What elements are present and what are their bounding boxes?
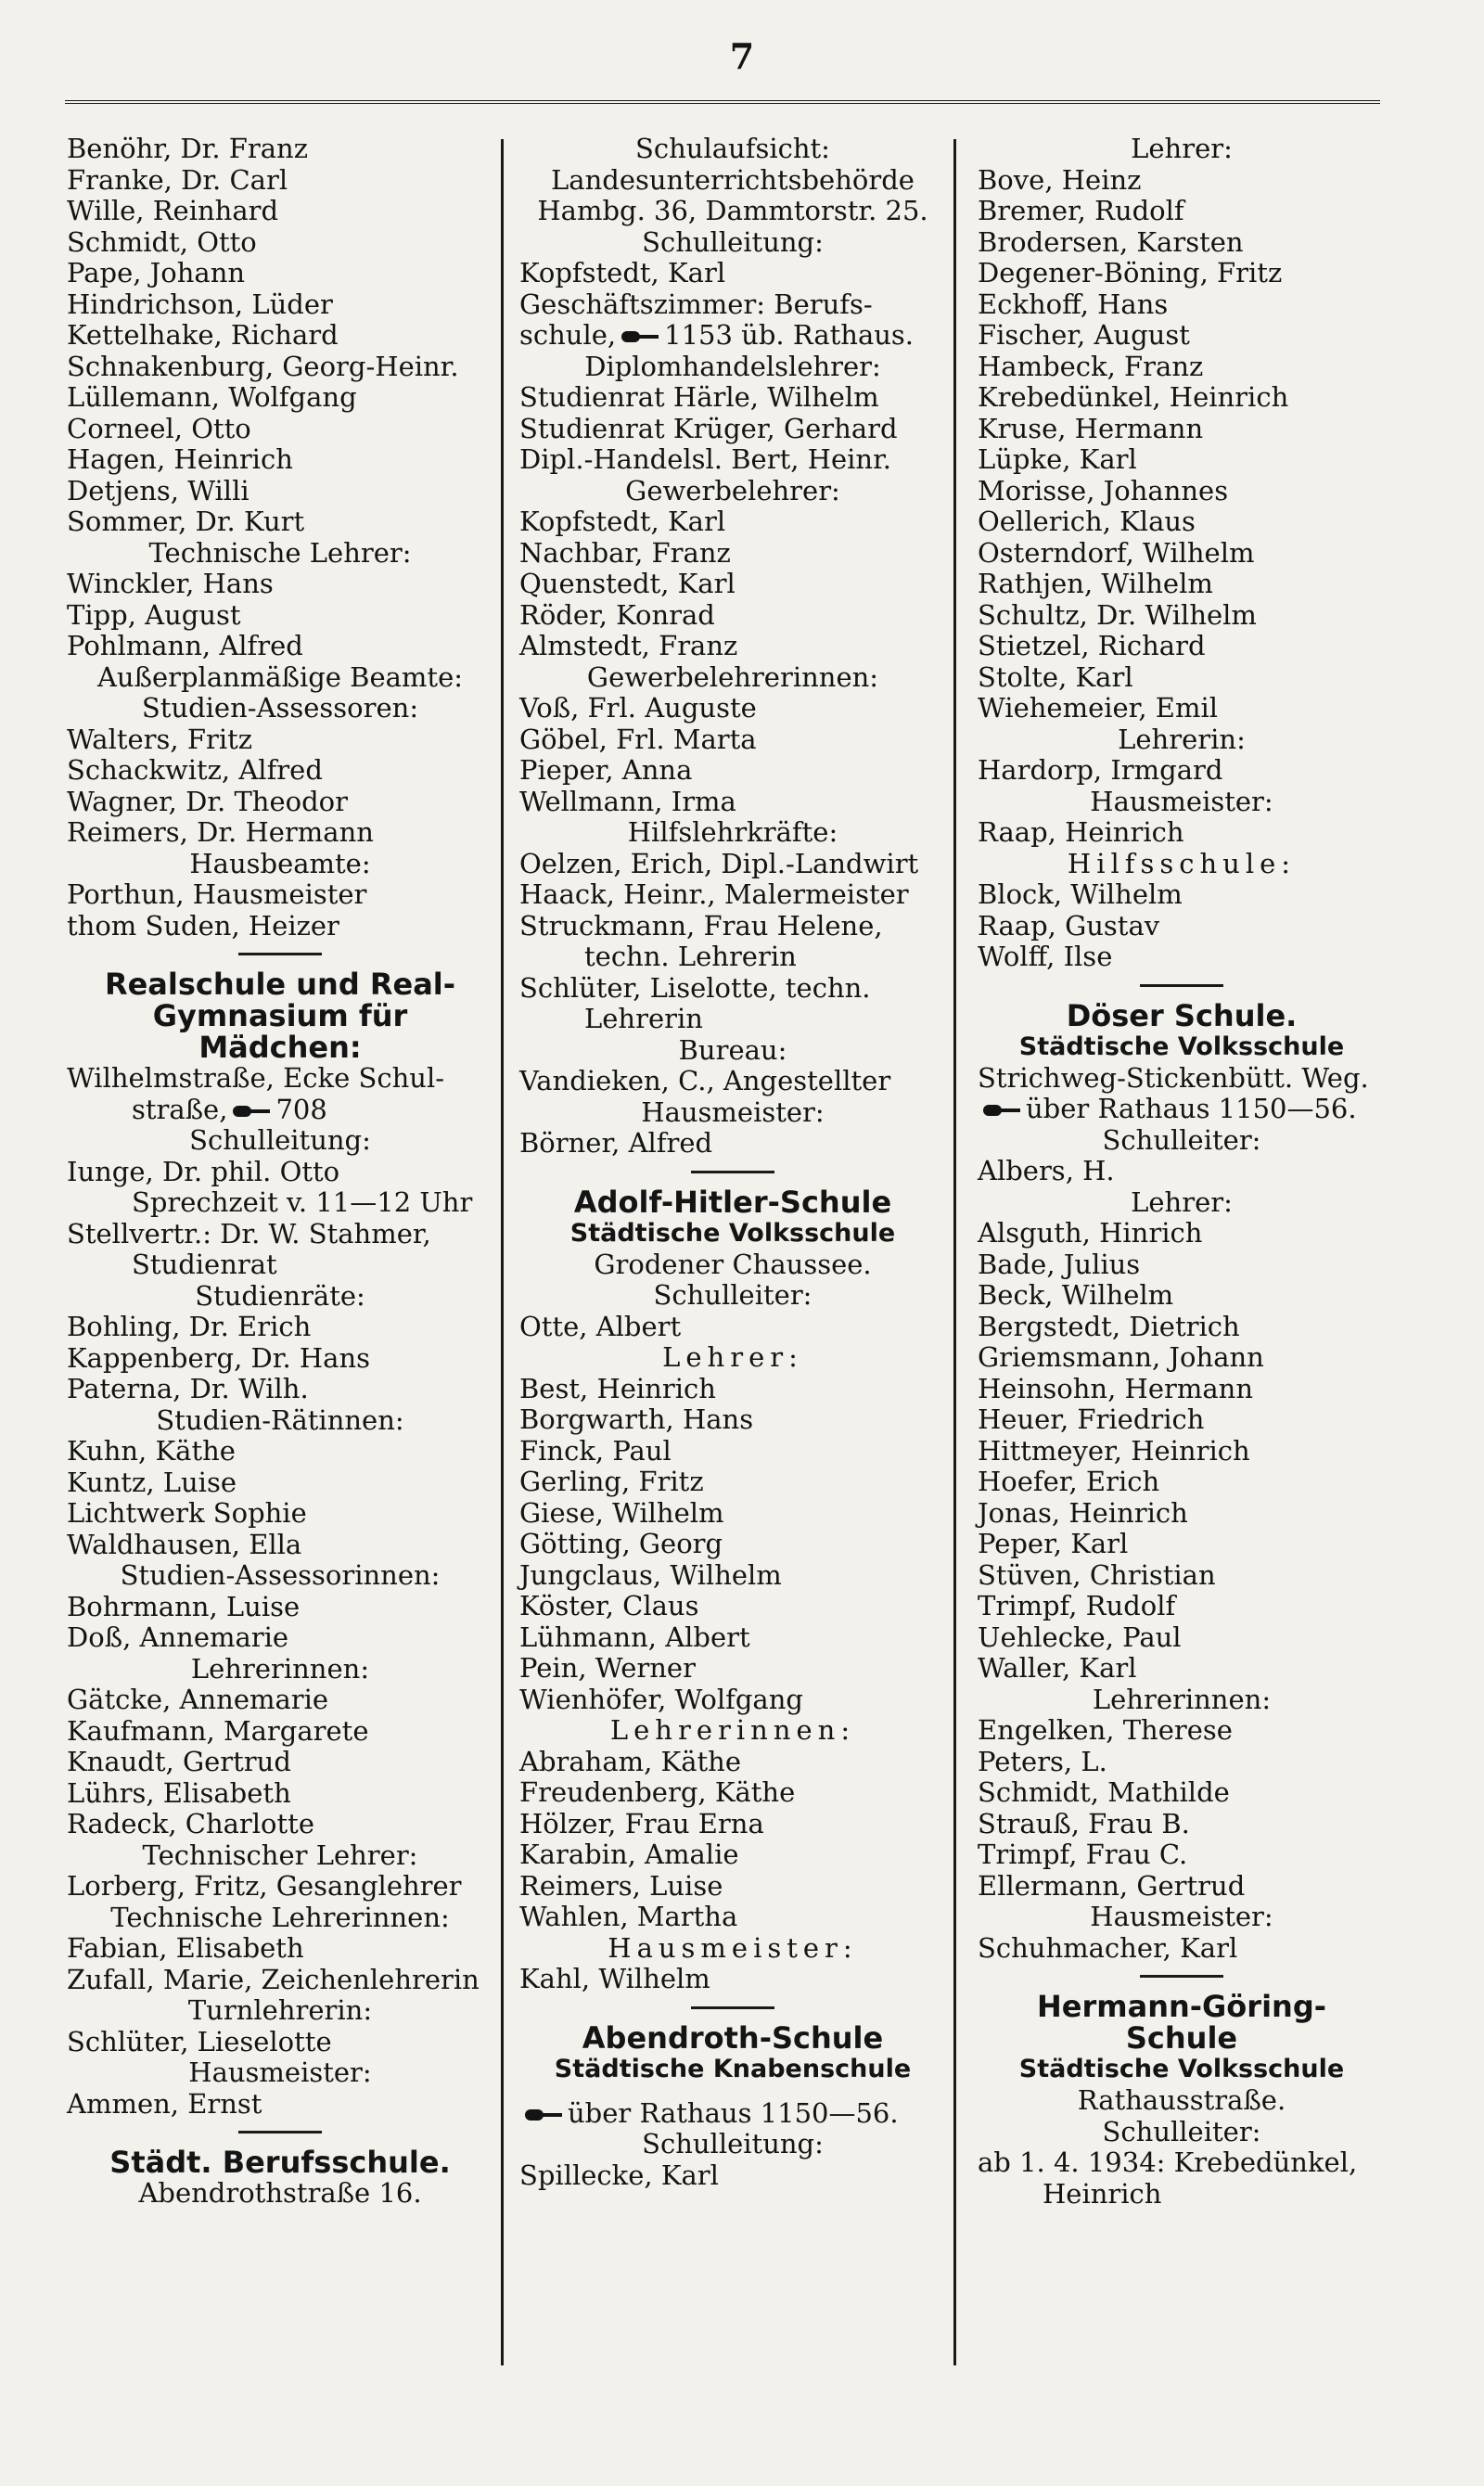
list-item: Karabin, Amalie bbox=[519, 1839, 739, 1870]
list-item: Rathjen, Wilhelm bbox=[978, 568, 1213, 599]
heading-studienraete: Studienräte: bbox=[195, 1279, 365, 1312]
school-title-abendroth: Abendroth-Schule bbox=[582, 2019, 884, 2056]
studienraete-list bbox=[67, 1312, 493, 1405]
list-item: Winckler, Hans bbox=[67, 568, 274, 599]
school-address: Strichweg-Stickenbütt. Weg. bbox=[978, 1061, 1369, 1094]
list-item: Eckhoff, Hans bbox=[978, 288, 1169, 320]
list-item: Wille, Reinhard bbox=[67, 195, 279, 226]
list-item: Stolte, Karl bbox=[978, 660, 1133, 693]
heading-schulleiter: Schulleiter: bbox=[1102, 1123, 1261, 1156]
list-item: Reimers, Dr. Hermann bbox=[67, 816, 374, 848]
heading-schulleiter: Schulleiter: bbox=[1102, 2115, 1261, 2147]
heading-ausserplanmaessige: Außerplanmäßige Beamte: bbox=[96, 660, 464, 693]
list-item: Realschule und Real- bbox=[104, 967, 456, 1002]
lehrerin-entry: Hardorp, Irmgard bbox=[978, 754, 1223, 786]
school-title-hermann-goering-2: Schule bbox=[1125, 2020, 1238, 2056]
list-item: Trimpf, Rudolf bbox=[978, 1590, 1176, 1621]
heading-lehrerin: Lehrerin: bbox=[1118, 723, 1246, 755]
ahs-lehrerinnen-list bbox=[519, 1747, 946, 1933]
hausbeamte-list bbox=[67, 879, 493, 942]
heading-gewerbelehrer: Gewerbelehrer: bbox=[625, 474, 840, 506]
list-item: Waller, Karl bbox=[978, 1652, 1137, 1684]
list-item: Wolff, Ilse bbox=[978, 941, 1113, 972]
list-item: Studienrat Härle, Wilhelm bbox=[519, 381, 879, 413]
heading-lehrerinnen: Lehrerinnen: bbox=[190, 1652, 370, 1685]
list-item: Köster, Claus bbox=[519, 1590, 699, 1621]
section-divider bbox=[691, 1171, 774, 1173]
turnlehrerin-entry: Schlüter, Lieselotte bbox=[67, 2025, 332, 2057]
hilfs-entry: techn. Lehrerin bbox=[584, 941, 797, 972]
list-item: Schnakenburg, Georg-Heinr. bbox=[67, 350, 459, 382]
list-item: Göbel, Frl. Marta bbox=[519, 723, 757, 755]
list-item: Peper, Karl bbox=[978, 1528, 1129, 1559]
list-item: Freudenberg, Käthe bbox=[519, 1776, 796, 1808]
list-item: Doß, Annemarie bbox=[67, 1621, 289, 1653]
heading-hausbeamte: Hausbeamte: bbox=[189, 847, 371, 879]
hausmeister-entry: Raap, Heinrich bbox=[978, 816, 1184, 848]
list-item: Voß, Frl. Auguste bbox=[519, 692, 757, 724]
list-item: Bohrmann, Luise bbox=[67, 1590, 301, 1622]
school-address-line-1: Wilhelmstraße, Ecke Schul- bbox=[67, 1062, 445, 1094]
list-item: Detjens, Willi bbox=[67, 474, 249, 506]
teacher-list bbox=[67, 134, 493, 538]
heading-diplomhandelslehrer: Diplomhandelslehrer: bbox=[584, 350, 881, 382]
list-item: Pape, Johann bbox=[67, 257, 246, 288]
schulleitung-entry: Kopfstedt, Karl bbox=[519, 257, 726, 288]
column-divider-right bbox=[953, 139, 956, 2365]
list-item: Radeck, Charlotte bbox=[67, 1808, 314, 1839]
list-item: Tipp, August bbox=[67, 598, 241, 631]
list-item: Lichtwerk Sophie bbox=[67, 1497, 307, 1529]
telephone-icon bbox=[621, 329, 659, 344]
list-item: Block, Wilhelm bbox=[978, 878, 1183, 910]
hausmeister-entry: Kahl, Wilhelm bbox=[519, 1963, 710, 1994]
lehrer-list bbox=[978, 165, 1386, 724]
list-item: Lührs, Elisabeth bbox=[67, 1776, 291, 1809]
list-item: Jungclaus, Wilhelm bbox=[519, 1558, 782, 1591]
schulleitung-entry: Spillecke, Karl bbox=[519, 2159, 719, 2191]
heading-hilfslehrkraefte: Hilfslehrkräfte: bbox=[627, 816, 838, 848]
list-item: Abraham, Käthe bbox=[519, 1745, 742, 1777]
list-item: Heinsohn, Hermann bbox=[978, 1372, 1253, 1404]
list-item: Hoefer, Erich bbox=[978, 1466, 1160, 1497]
list-item: Hindrichson, Lüder bbox=[67, 288, 333, 320]
heading-schulleitung: Schulleitung: bbox=[189, 1124, 371, 1156]
telephone-icon bbox=[983, 1103, 1020, 1118]
bureau-entry: Vandieken, C., Angestellter bbox=[519, 1065, 891, 1096]
column-3 bbox=[978, 134, 1386, 2210]
list-item: Bade, Julius bbox=[978, 1248, 1141, 1280]
list-item: Schmidt, Otto bbox=[67, 225, 257, 258]
berufsschule-address: Abendrothstraße 16. bbox=[138, 2177, 422, 2209]
list-item: Kettelhake, Richard bbox=[67, 319, 339, 351]
hausmeister-entry: Schuhmacher, Karl bbox=[978, 1931, 1238, 1964]
deputy-line-1: Stellvertr.: Dr. W. Stahmer, bbox=[67, 1217, 431, 1249]
list-item: Nachbar, Franz bbox=[519, 536, 731, 569]
heading-hilfsschule: Hilfsschule: bbox=[1067, 847, 1297, 879]
heading-hausmeister: Hausmeister: bbox=[188, 2057, 372, 2088]
list-item: Oellerich, Klaus bbox=[978, 506, 1196, 537]
tech-lehrerinnen-list bbox=[67, 1933, 493, 1995]
list-item: Schackwitz, Alfred bbox=[67, 754, 323, 786]
geschaeftszimmer-line-1: Geschäftszimmer: Berufs- bbox=[519, 288, 873, 320]
school-address: Rathausstraße. bbox=[1077, 2084, 1286, 2116]
heading-lehrer: Lehrer: bbox=[662, 1341, 803, 1373]
list-item: Schultz, Dr. Wilhelm bbox=[978, 598, 1257, 631]
schulleiter-entry: ab 1. 4. 1934: Krebedünkel, bbox=[978, 2146, 1358, 2178]
school-address: Grodener Chaussee. bbox=[594, 1248, 872, 1280]
list-item: Engelken, Therese bbox=[978, 1714, 1233, 1746]
aufsicht-line-2: Hambg. 36, Dammtorstr. 25. bbox=[537, 195, 928, 226]
section-divider bbox=[1140, 1975, 1223, 1978]
list-item: Bohling, Dr. Erich bbox=[67, 1311, 312, 1342]
school-title-realschule bbox=[67, 968, 493, 1063]
list-item: Bremer, Rudolf bbox=[978, 195, 1184, 226]
list-item: Raap, Gustav bbox=[978, 909, 1160, 942]
list-item: Uehlecke, Paul bbox=[978, 1621, 1182, 1653]
heading-lehrer: Lehrer: bbox=[1131, 133, 1233, 164]
list-item: Gymnasium für bbox=[152, 998, 408, 1033]
list-item: Schmidt, Mathilde bbox=[978, 1776, 1230, 1808]
heading-lehrerinnen: Lehrerinnen: bbox=[609, 1714, 856, 1746]
list-item: Dipl.-Handelsl. Bert, Heinr. bbox=[519, 443, 891, 475]
school-phone bbox=[978, 1094, 1386, 1125]
geschaeft-phone: 1153 üb. Rathaus. bbox=[664, 319, 915, 351]
school-subtitle: Städtische Volksschule bbox=[1018, 1032, 1345, 1061]
schulleiter-entry: Albers, H. bbox=[978, 1155, 1115, 1186]
list-item: Brodersen, Karsten bbox=[978, 225, 1244, 258]
top-double-rule bbox=[65, 100, 1380, 108]
heading-technischer-lehrer: Technischer Lehrer: bbox=[142, 1839, 418, 1871]
list-item: Corneel, Otto bbox=[67, 412, 251, 444]
list-item: Knaudt, Gertrud bbox=[67, 1746, 291, 1777]
list-item: Stüven, Christian bbox=[978, 1558, 1216, 1591]
tech-lehrer-entry: Lorberg, Fritz, Gesanglehrer bbox=[67, 1870, 462, 1902]
list-item: Lüpke, Karl bbox=[978, 443, 1137, 475]
list-item: Zufall, Marie, Zeichenlehrerin bbox=[67, 1963, 480, 1995]
heading-schulleitung: Schulleitung: bbox=[642, 2128, 824, 2159]
ahs-lehrer-list bbox=[519, 1374, 946, 1716]
heading-hausmeister: Hausmeister: bbox=[641, 1096, 825, 1128]
school-address-line-2 bbox=[67, 1095, 493, 1126]
page-number: 7 bbox=[729, 35, 755, 77]
list-item: Hambeck, Franz bbox=[978, 350, 1204, 382]
list-item: thom Suden, Heizer bbox=[67, 909, 339, 942]
heading-hausmeister: Hausmeister: bbox=[1090, 785, 1273, 817]
list-item: Alsguth, Hinrich bbox=[978, 1217, 1203, 1249]
list-item: Lüllemann, Wolfgang bbox=[67, 381, 357, 413]
list-item: Jonas, Heinrich bbox=[978, 1496, 1188, 1529]
schulleiter-entry: Otte, Albert bbox=[519, 1310, 682, 1342]
heading-schulaufsicht: Schulaufsicht: bbox=[635, 133, 830, 164]
schulleiter-entry: Heinrich bbox=[1043, 2177, 1162, 2210]
school-title-adolf-hitler: Adolf-Hitler-Schule bbox=[573, 1184, 892, 1220]
deputy-line-2: Studienrat bbox=[132, 1249, 277, 1280]
list-item: Ellermann, Gertrud bbox=[978, 1869, 1246, 1902]
tech-teacher-list bbox=[67, 569, 493, 662]
list-item: Almstedt, Franz bbox=[519, 630, 738, 661]
heading-schulleitung: Schulleitung: bbox=[642, 225, 824, 258]
list-item: Heuer, Friedrich bbox=[978, 1403, 1205, 1435]
assessorinnen-list bbox=[67, 1592, 493, 1654]
list-item: Hittmeyer, Heinrich bbox=[978, 1434, 1250, 1467]
office-hours: Sprechzeit v. 11—12 Uhr bbox=[132, 1186, 473, 1218]
list-item: Hölzer, Frau Erna bbox=[519, 1807, 764, 1839]
heading-studien-assessoren: Studien-Assessoren: bbox=[141, 692, 419, 724]
list-item: Götting, Georg bbox=[519, 1528, 723, 1559]
hilfs-entry: Schlüter, Liselotte, techn. bbox=[519, 971, 871, 1004]
gewerbe-list bbox=[519, 506, 946, 662]
list-item: Kaufmann, Margarete bbox=[67, 1714, 369, 1747]
doeser-lehrerinnen-list bbox=[978, 1715, 1386, 1902]
heading-hausmeister: Hausmeister: bbox=[608, 1931, 858, 1964]
list-item: Porthun, Hausmeister bbox=[67, 878, 367, 910]
school-subtitle: Städtische Volksschule bbox=[1018, 2055, 1345, 2083]
hilfs-entry: Haack, Heinr., Malermeister bbox=[519, 878, 909, 910]
school-head: Iunge, Dr. phil. Otto bbox=[67, 1155, 340, 1187]
list-item: Kopfstedt, Karl bbox=[519, 506, 726, 537]
hilfs-entry: Struckmann, Frau Helene, bbox=[519, 909, 883, 942]
section-divider bbox=[691, 2006, 774, 2009]
list-item: Wagner, Dr. Theodor bbox=[67, 785, 348, 817]
heading-bureau: Bureau: bbox=[678, 1033, 787, 1066]
list-item: Franke, Dr. Carl bbox=[67, 163, 288, 196]
list-item: Fischer, August bbox=[978, 319, 1190, 351]
list-item: Stietzel, Richard bbox=[978, 630, 1206, 661]
address-street: straße, bbox=[132, 1093, 228, 1125]
list-item: Strauß, Frau B. bbox=[978, 1807, 1190, 1839]
phone-text: über Rathaus 1150—56. bbox=[568, 2096, 899, 2129]
heading-technische-lehrerinnen: Technische Lehrerinnen: bbox=[110, 1901, 450, 1933]
list-item: Kappenberg, Dr. Hans bbox=[67, 1341, 371, 1374]
list-item: Wahlen, Martha bbox=[519, 1901, 738, 1932]
school-title-hermann-goering-1: Hermann-Göring- bbox=[1036, 1989, 1326, 2024]
section-divider bbox=[238, 953, 322, 955]
list-item: Degener-Böning, Fritz bbox=[978, 257, 1283, 288]
heading-studien-assessorinnen: Studien-Assessorinnen: bbox=[120, 1559, 441, 1591]
school-title-doeser: Döser Schule. bbox=[1066, 997, 1298, 1033]
section-divider bbox=[238, 2131, 322, 2134]
list-item: Paterna, Dr. Wilh. bbox=[67, 1373, 309, 1404]
heading-schulleiter: Schulleiter: bbox=[653, 1279, 812, 1311]
phone-number: 708 bbox=[275, 1093, 327, 1125]
hilfs-entry: Lehrerin bbox=[584, 1003, 703, 1034]
list-item: Trimpf, Frau C. bbox=[978, 1839, 1188, 1870]
list-item: Benöhr, Dr. Franz bbox=[67, 133, 308, 164]
list-item: Sommer, Dr. Kurt bbox=[67, 506, 305, 537]
section-divider bbox=[1140, 984, 1223, 987]
doeser-lehrer-list bbox=[978, 1218, 1386, 1685]
list-item: Waldhausen, Ella bbox=[67, 1528, 302, 1560]
list-item: Wellmann, Irma bbox=[519, 785, 736, 817]
hilfsschule-list bbox=[978, 879, 1386, 973]
column-2 bbox=[519, 134, 946, 2191]
list-item: Quenstedt, Karl bbox=[519, 568, 736, 599]
list-item: Wienhöfer, Wolfgang bbox=[519, 1683, 803, 1715]
heading-lehrerinnen: Lehrerinnen: bbox=[1092, 1683, 1272, 1715]
list-item: Bove, Heinz bbox=[978, 163, 1142, 196]
list-item: Pohlmann, Alfred bbox=[67, 630, 303, 661]
list-item: Mädchen: bbox=[198, 1030, 362, 1065]
list-item: Walters, Fritz bbox=[67, 723, 253, 755]
heading-hausmeister: Hausmeister: bbox=[1090, 1901, 1273, 1932]
diplom-list bbox=[519, 382, 946, 476]
list-item: Reimers, Luise bbox=[519, 1869, 723, 1902]
list-item: Gerling, Fritz bbox=[519, 1466, 704, 1497]
list-item: Best, Heinrich bbox=[519, 1372, 716, 1404]
phone-text: über Rathaus 1150—56. bbox=[1026, 1093, 1357, 1124]
hilfs-entry: Oelzen, Erich, Dipl.-Landwirt bbox=[519, 847, 919, 879]
geschaeft-text: schule, bbox=[519, 319, 617, 351]
raetinnen-list bbox=[67, 1436, 493, 1560]
heading-gewerbelehrerinnen: Gewerbelehrerinnen: bbox=[586, 660, 879, 693]
list-item: Krebedünkel, Heinrich bbox=[978, 381, 1289, 413]
assessoren-list bbox=[67, 724, 493, 849]
hausmeister-entry: Börner, Alfred bbox=[519, 1127, 713, 1159]
list-item: Giese, Wilhelm bbox=[519, 1496, 724, 1529]
telephone-icon bbox=[525, 2108, 562, 2122]
list-item: Finck, Paul bbox=[519, 1434, 672, 1467]
list-item: Pein, Werner bbox=[519, 1652, 696, 1684]
list-item: Pieper, Anna bbox=[519, 754, 693, 786]
list-item: Peters, L. bbox=[978, 1745, 1107, 1777]
heading-studien-raetinnen: Studien-Rätinnen: bbox=[156, 1403, 404, 1436]
hausmeister-entry: Ammen, Ernst bbox=[67, 2087, 262, 2120]
school-subtitle: Städtische Knabenschule bbox=[554, 2054, 912, 2083]
lehrerinnen-list bbox=[67, 1685, 493, 1840]
list-item: Studienrat Krüger, Gerhard bbox=[519, 412, 898, 444]
list-item: Griemsmann, Johann bbox=[978, 1341, 1264, 1373]
heading-lehrer: Lehrer: bbox=[1131, 1185, 1233, 1218]
heading-technische-lehrer: Technische Lehrer: bbox=[148, 536, 412, 569]
telephone-icon bbox=[233, 1104, 270, 1119]
aufsicht-line-1: Landesunterrichtsbehörde bbox=[551, 163, 915, 196]
list-item: Gätcke, Annemarie bbox=[67, 1684, 329, 1715]
list-item: Fabian, Elisabeth bbox=[67, 1932, 304, 1964]
school-subtitle: Städtische Volksschule bbox=[569, 1218, 896, 1248]
column-divider-left bbox=[501, 139, 504, 2365]
list-item: Borgwarth, Hans bbox=[519, 1403, 754, 1435]
list-item: Beck, Wilhelm bbox=[978, 1279, 1174, 1311]
list-item: Osterndorf, Wilhelm bbox=[978, 536, 1255, 569]
list-item: Kruse, Hermann bbox=[978, 412, 1204, 444]
gewerbeinnen-list bbox=[519, 693, 946, 817]
geschaeftszimmer-line-2 bbox=[519, 320, 946, 352]
column-1 bbox=[67, 134, 493, 2210]
list-item: Kuntz, Luise bbox=[67, 1466, 237, 1498]
school-phone bbox=[519, 2098, 946, 2130]
list-item: Lühmann, Albert bbox=[519, 1621, 750, 1653]
list-item: Wiehemeier, Emil bbox=[978, 692, 1219, 724]
list-item: Bergstedt, Dietrich bbox=[978, 1310, 1240, 1342]
school-title-berufsschule: Städt. Berufsschule. bbox=[109, 2145, 451, 2180]
list-item: Röder, Konrad bbox=[519, 598, 715, 631]
list-item: Hagen, Heinrich bbox=[67, 443, 293, 475]
heading-turnlehrerin: Turnlehrerin: bbox=[187, 1994, 373, 2026]
list-item: Kuhn, Käthe bbox=[67, 1435, 236, 1467]
list-item: Morisse, Johannes bbox=[978, 474, 1229, 506]
